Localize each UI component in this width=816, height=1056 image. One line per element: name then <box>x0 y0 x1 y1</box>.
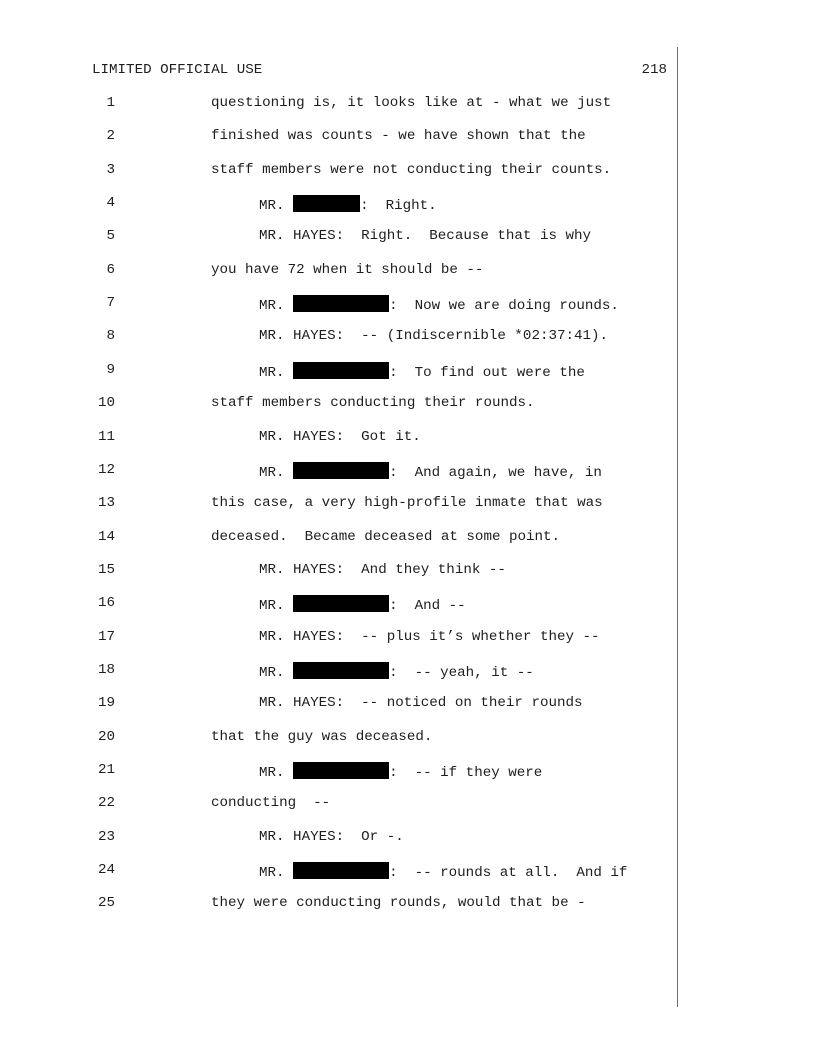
line-text <box>211 795 330 811</box>
text-segment: MR. HAYES: Or -. <box>259 828 404 845</box>
transcript-line <box>0 829 816 849</box>
line-number: 15 <box>97 561 115 578</box>
transcript-line <box>0 495 816 515</box>
transcript-line <box>0 195 816 215</box>
text-segment: finished was counts - we have shown that the <box>211 128 586 145</box>
text-segment: staff members conducting their rounds. <box>211 395 535 412</box>
transcript-line <box>0 595 816 615</box>
text-segment: : Right. <box>360 198 437 215</box>
line-number: 2 <box>106 128 115 145</box>
line-number: 3 <box>106 161 115 178</box>
line-number: 12 <box>97 461 115 478</box>
text-segment: MR. HAYES: -- plus it’s whether they -- <box>259 628 600 645</box>
text-segment: : -- if they were <box>389 765 543 781</box>
line-text <box>259 295 619 314</box>
line-number: 9 <box>106 361 115 378</box>
text-segment: staff members were not conducting their counts. <box>211 161 612 178</box>
transcript-line <box>0 95 816 115</box>
line-number: 17 <box>97 628 115 645</box>
line-text <box>211 128 586 144</box>
transcript-line <box>0 128 816 148</box>
transcript-line <box>0 162 816 182</box>
transcript-line <box>0 729 816 749</box>
redaction-block <box>293 462 389 479</box>
line-text <box>259 462 602 481</box>
text-segment: deceased. Became deceased at some point. <box>211 528 561 545</box>
redaction-block <box>293 862 389 879</box>
text-segment: : And -- <box>389 598 466 615</box>
redaction-block <box>293 662 389 679</box>
text-segment: that the guy was deceased. <box>211 728 433 745</box>
line-number: 4 <box>106 195 115 212</box>
line-text <box>259 195 437 214</box>
line-text <box>259 829 404 845</box>
text-segment: MR. HAYES: Got it. <box>259 428 421 445</box>
line-text <box>211 95 611 111</box>
text-segment: MR. <box>259 198 294 215</box>
line-text <box>259 862 627 881</box>
line-number: 23 <box>97 828 115 845</box>
transcript-line <box>0 262 816 282</box>
transcript-line <box>0 395 816 415</box>
text-segment: MR. <box>259 664 294 681</box>
redaction-block <box>293 295 389 312</box>
text-segment: you have 72 when it should be -- <box>211 261 484 278</box>
text-segment: MR. HAYES: Right. Because that is why <box>259 228 592 245</box>
text-segment: MR. <box>259 865 294 882</box>
line-number: 10 <box>97 395 115 412</box>
text-segment: MR. <box>259 598 294 615</box>
redaction-block <box>293 595 389 612</box>
transcript-line <box>0 362 816 382</box>
line-number: 1 <box>106 95 115 111</box>
page-number: 218 <box>641 62 667 78</box>
transcript-line <box>0 228 816 248</box>
transcript-line <box>0 328 816 348</box>
line-text <box>259 695 583 711</box>
text-segment: : -- rounds at all. And if <box>389 865 628 882</box>
transcript-line <box>0 529 816 549</box>
transcript-line <box>0 762 816 782</box>
line-number: 19 <box>97 695 115 712</box>
redaction-block <box>293 195 360 212</box>
text-segment: MR. HAYES: -- noticed on their rounds <box>259 695 583 712</box>
transcript-line <box>0 695 816 715</box>
line-number: 22 <box>97 795 115 812</box>
text-segment: MR. <box>259 464 294 481</box>
line-number: 6 <box>106 261 115 278</box>
line-number: 20 <box>97 728 115 745</box>
text-segment: they were conducting rounds, would that be - <box>211 895 586 912</box>
line-number: 14 <box>97 528 115 545</box>
line-text <box>211 395 535 411</box>
line-number: 21 <box>97 762 115 778</box>
line-number: 24 <box>97 862 115 879</box>
transcript-line <box>0 429 816 449</box>
text-segment: : To find out were the <box>389 364 585 381</box>
line-text <box>259 362 585 381</box>
line-text <box>211 162 611 178</box>
transcript-line <box>0 629 816 649</box>
text-segment: this case, a very high-profile inmate that was <box>211 495 603 512</box>
line-number: 11 <box>97 428 115 445</box>
line-text <box>259 562 506 578</box>
line-number: 16 <box>97 595 115 612</box>
text-segment: MR. <box>259 765 294 781</box>
text-segment: : And again, we have, in <box>389 464 602 481</box>
text-segment: MR. <box>259 364 294 381</box>
line-text <box>259 595 466 614</box>
line-text <box>259 228 591 244</box>
transcript-line <box>0 795 816 815</box>
transcript-line <box>0 562 816 582</box>
line-text <box>259 762 542 781</box>
transcript-line <box>0 662 816 682</box>
line-text <box>211 529 560 545</box>
text-segment: MR. HAYES: -- (Indiscernible *02:37:41). <box>259 328 609 345</box>
line-text <box>259 662 534 681</box>
transcript-line <box>0 462 816 482</box>
line-text <box>259 429 421 445</box>
text-segment: MR. <box>259 298 294 315</box>
text-segment: : -- yeah, it -- <box>389 664 534 681</box>
text-segment: conducting -- <box>211 795 331 812</box>
redaction-block <box>293 762 389 779</box>
transcript-line <box>0 862 816 882</box>
line-text <box>259 629 600 645</box>
transcript-line <box>0 895 816 915</box>
line-number: 8 <box>106 328 115 345</box>
text-segment: questioning is, it looks like at - what we just <box>211 95 612 111</box>
line-text <box>211 729 432 745</box>
text-segment: : Now we are doing rounds. <box>389 298 619 315</box>
line-number: 7 <box>106 295 115 312</box>
line-number: 25 <box>97 895 115 912</box>
classification-header: LIMITED OFFICIAL USE <box>92 62 263 78</box>
redaction-block <box>293 362 389 379</box>
transcript-line <box>0 295 816 315</box>
line-text <box>211 895 586 911</box>
line-text <box>259 328 608 344</box>
line-text <box>211 495 603 511</box>
line-number: 18 <box>97 661 115 678</box>
text-segment: MR. HAYES: And they think -- <box>259 561 506 578</box>
line-number: 13 <box>97 495 115 512</box>
line-number: 5 <box>106 228 115 245</box>
line-text <box>211 262 483 278</box>
